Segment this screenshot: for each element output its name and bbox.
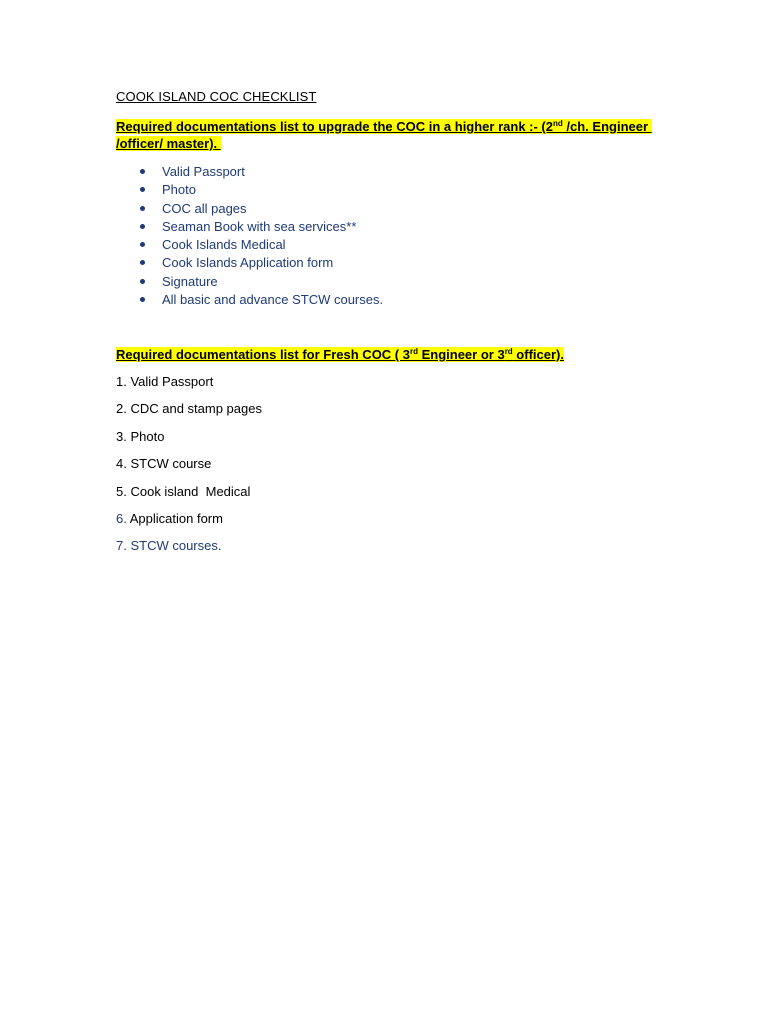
section2-heading-text-b: Engineer or 3 <box>417 347 505 362</box>
list-item <box>136 291 383 309</box>
bullet-icon <box>140 242 145 247</box>
section1-heading-line2-text: /officer/ master). <box>116 136 221 151</box>
list-item-text: Signature <box>162 273 218 289</box>
list-item <box>136 163 383 181</box>
list-item-number: 6. <box>116 510 127 526</box>
section1-heading-sup: nd <box>553 119 563 128</box>
list-item-text: Cook island Medical <box>130 483 251 499</box>
list-item-text: COC all pages <box>162 200 247 216</box>
bullet-icon <box>140 206 145 211</box>
list-item-number: 3. <box>116 428 127 444</box>
bullet-icon <box>140 260 145 265</box>
bullet-icon <box>140 187 145 192</box>
list-item-text: Photo <box>130 428 165 444</box>
section1-heading-highlight <box>116 119 652 134</box>
bullet-icon <box>140 279 145 284</box>
list-item-text: CDC and stamp pages <box>130 401 262 417</box>
section1-heading-text-b: /ch. Engineer <box>562 119 652 134</box>
list-item <box>136 181 383 199</box>
list-item-text: Photo <box>162 182 196 198</box>
bullet-icon <box>140 297 145 302</box>
section2-heading-sup2: rd <box>504 347 513 356</box>
list-item <box>116 510 262 537</box>
section1-heading-line2 <box>116 135 221 152</box>
section2-heading-sup1: rd <box>409 347 418 356</box>
list-item-text: Cook Islands Medical <box>162 237 286 253</box>
section2-heading-highlight <box>116 347 564 362</box>
list-item-number: 4. <box>116 456 127 472</box>
list-item <box>116 455 262 482</box>
list-item <box>136 200 383 218</box>
section2-heading-text-a: Required documentations list for Fresh COC ( 3 <box>116 347 410 362</box>
list-item-text: STCW courses. <box>130 538 222 554</box>
document-title: COOK ISLAND COC CHECKLIST <box>116 89 317 104</box>
list-item-number: 1. <box>116 374 127 389</box>
bullet-icon <box>140 224 145 229</box>
list-item-number: 7. <box>116 538 127 554</box>
list-item <box>116 483 262 510</box>
list-item <box>116 428 262 455</box>
list-item <box>116 537 262 564</box>
list-item-text: Valid Passport <box>130 374 214 389</box>
section2-numbered-list <box>116 373 262 565</box>
bullet-icon <box>140 169 145 174</box>
section1-heading-line1 <box>116 118 652 135</box>
list-item <box>116 400 262 427</box>
list-item-text: Seaman Book with sea services** <box>162 218 357 234</box>
list-item <box>136 273 383 291</box>
list-item-number: 2. <box>116 401 127 417</box>
list-item-text: All basic and advance STCW courses. <box>162 292 384 308</box>
list-item-text: STCW course <box>130 456 212 472</box>
list-item-text: Cook Islands Application form <box>162 255 334 271</box>
section2-heading-text-c: officer). <box>512 347 564 362</box>
list-item <box>136 254 383 272</box>
section2-heading <box>116 346 564 363</box>
section1-bullet-list <box>136 163 383 309</box>
list-item-text: Application form <box>129 510 223 526</box>
list-item <box>116 373 262 400</box>
list-item-number: 5. <box>116 483 127 499</box>
list-item <box>136 218 383 236</box>
list-item <box>136 236 383 254</box>
list-item-text: Valid Passport <box>162 164 245 179</box>
section1-heading-text-a: Required documentations list to upgrade the COC in a higher rank :- (2 <box>116 119 553 134</box>
